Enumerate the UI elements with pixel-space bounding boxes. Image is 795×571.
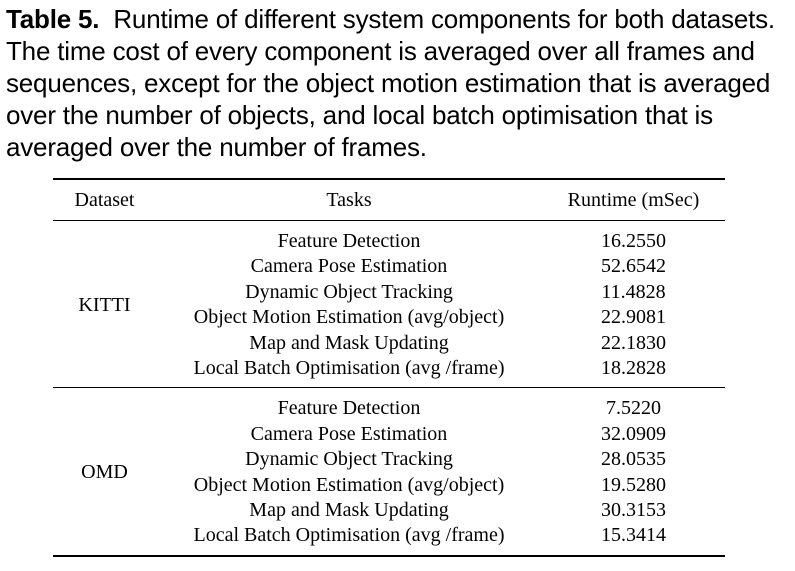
task-cell: Feature Detection	[277, 397, 421, 420]
task-cell: Dynamic Object Tracking	[245, 280, 453, 303]
runtime-cell: 11.4828	[601, 280, 666, 303]
table-group-omd	[53, 396, 725, 548]
column-header-runtime: Runtime (mSec)	[567, 188, 700, 211]
runtime-cell: 22.1830	[601, 331, 666, 354]
task-cell: Object Motion Estimation (avg/object)	[193, 306, 505, 329]
task-cell: Feature Detection	[277, 230, 421, 252]
runtime-cell: 22.9081	[601, 306, 666, 329]
table-caption	[6, 3, 791, 163]
column-header-dataset: Dataset	[74, 188, 135, 211]
runtime-cell: 30.3153	[601, 499, 666, 522]
task-cell: Map and Mask Updating	[249, 331, 449, 354]
dataset-cell: OMD	[81, 460, 128, 483]
runtime-cell: 28.0535	[601, 448, 666, 471]
table-row	[53, 229, 725, 254]
table-row	[53, 396, 725, 421]
task-cell: Dynamic Object Tracking	[245, 448, 453, 471]
runtime-cell: 52.6542	[601, 255, 666, 278]
task-cell: Camera Pose Estimation	[250, 255, 448, 278]
runtime-cell: 19.5280	[601, 473, 666, 496]
dataset-cell: KITTI	[78, 293, 131, 316]
task-cell: Object Motion Estimation (avg/object)	[193, 473, 505, 496]
table-group-kitti	[53, 229, 725, 381]
task-cell: Camera Pose Estimation	[250, 422, 448, 445]
table-header	[53, 180, 725, 220]
caption-text: Runtime of different system components for both datasets. The time cost of every component is averaged over all frames and sequences, except for the object motion estimation that is averaged over the number of objects, and local batch optimisation that is averaged over the number of frames.	[6, 4, 775, 162]
task-cell: Map and Mask Updating	[249, 499, 449, 522]
task-cell: Local Batch Optimisation (avg /frame)	[193, 524, 505, 547]
table-bottom-rule	[53, 555, 725, 557]
header-row	[53, 180, 725, 220]
column-header-tasks: Tasks	[326, 188, 372, 211]
task-cell: Local Batch Optimisation (avg /frame)	[193, 357, 505, 380]
runtime-cell: 16.2550	[601, 230, 666, 252]
runtime-cell: 15.3414	[601, 524, 666, 547]
runtime-table	[53, 178, 725, 557]
runtime-cell: 7.5220	[606, 397, 661, 420]
runtime-cell: 18.2828	[601, 357, 666, 380]
caption-label: Table 5.	[6, 4, 100, 34]
runtime-cell: 32.0909	[601, 422, 666, 445]
